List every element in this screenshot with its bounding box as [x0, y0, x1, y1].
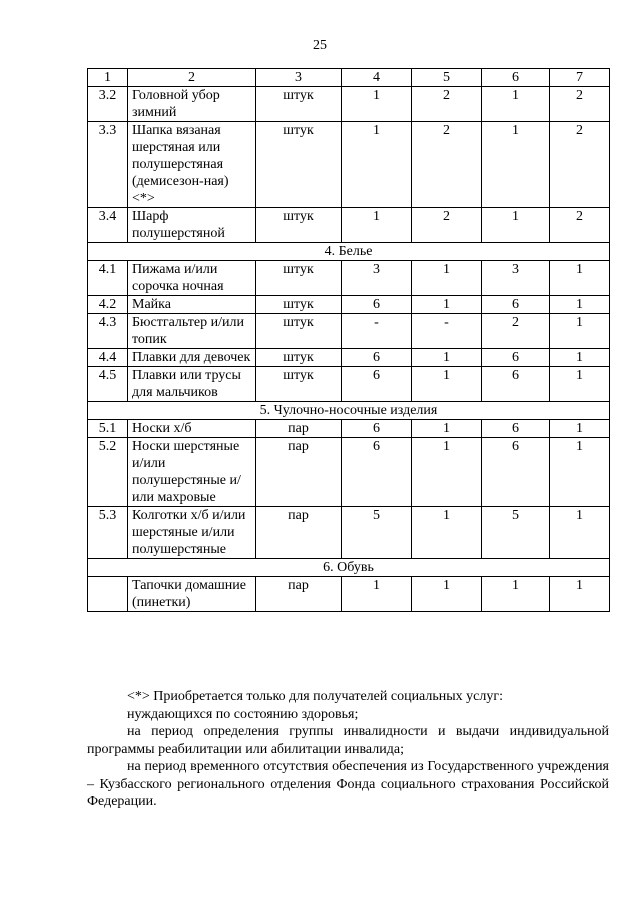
value-col6: 2 [482, 314, 550, 349]
value-col5: 1 [412, 420, 482, 438]
item-name: Носки шерстяные и/или полушерстяные и/или махровые [128, 438, 256, 507]
value-col5: 2 [412, 122, 482, 208]
value-col6: 3 [482, 261, 550, 296]
value-col5: 1 [412, 367, 482, 402]
value-col6: 1 [482, 577, 550, 612]
value-col4: 6 [342, 438, 412, 507]
unit: штук [256, 296, 342, 314]
footnote-line: на период временного отсутствия обеспечения из Государственного учреждения – Кузбасского регионального отделения Фонда социального страхования Российской Федерации. [87, 759, 609, 809]
header-cell: 1 [88, 69, 128, 87]
item-name: Колготки х/б и/или шерстяные и/или полушерстяные [128, 507, 256, 559]
row-number: 5.1 [88, 420, 128, 438]
value-col5: 2 [412, 208, 482, 243]
unit: штук [256, 261, 342, 296]
table-row [88, 87, 610, 122]
value-col5: 1 [412, 507, 482, 559]
item-name: Пижама и/или сорочка ночная [128, 261, 256, 296]
item-name: Носки х/б [128, 420, 256, 438]
table-row [88, 261, 610, 296]
value-col5: 2 [412, 87, 482, 122]
section-row [88, 243, 610, 261]
table-row [88, 438, 610, 507]
value-col7: 1 [550, 507, 610, 559]
footnote-line: на период определения группы инвалидности и выдачи индивидуальной программы реабилитации или абилитации инвалида; [87, 724, 609, 757]
value-col7: 2 [550, 208, 610, 243]
value-col4: - [342, 314, 412, 349]
value-col4: 1 [342, 122, 412, 208]
header-cell: 3 [256, 69, 342, 87]
value-col7: 1 [550, 438, 610, 507]
table-row [88, 122, 610, 208]
table-header-row [88, 69, 610, 87]
row-number: 5.3 [88, 507, 128, 559]
value-col4: 6 [342, 296, 412, 314]
header-cell: 4 [342, 69, 412, 87]
row-number [88, 577, 128, 612]
value-col6: 5 [482, 507, 550, 559]
section-title: 6. Обувь [88, 559, 610, 577]
footnotes [87, 688, 609, 811]
table-row [88, 296, 610, 314]
page-number: 25 [313, 38, 327, 53]
row-number: 3.3 [88, 122, 128, 208]
item-name: Шапка вязаная шерстяная или полушерстяная (демисезон-ная) <*> [128, 122, 256, 208]
item-name: Бюстгальтер и/или топик [128, 314, 256, 349]
value-col5: 1 [412, 349, 482, 367]
value-col7: 2 [550, 122, 610, 208]
row-number: 4.5 [88, 367, 128, 402]
table-row [88, 349, 610, 367]
value-col7: 1 [550, 296, 610, 314]
value-col7: 2 [550, 87, 610, 122]
value-col6: 6 [482, 438, 550, 507]
item-name: Плавки или трусы для мальчиков [128, 367, 256, 402]
row-number: 5.2 [88, 438, 128, 507]
value-col6: 1 [482, 208, 550, 243]
section-title: 5. Чулочно-носочные изделия [88, 402, 610, 420]
table-row [88, 577, 610, 612]
value-col5: - [412, 314, 482, 349]
table-row [88, 314, 610, 349]
unit: штук [256, 367, 342, 402]
unit: штук [256, 208, 342, 243]
unit: штук [256, 314, 342, 349]
unit: штук [256, 122, 342, 208]
row-number: 4.2 [88, 296, 128, 314]
header-cell: 5 [412, 69, 482, 87]
item-name: Майка [128, 296, 256, 314]
value-col6: 1 [482, 122, 550, 208]
table-row [88, 208, 610, 243]
value-col7: 1 [550, 577, 610, 612]
header-cell: 2 [128, 69, 256, 87]
section-row [88, 402, 610, 420]
unit: штук [256, 349, 342, 367]
value-col6: 6 [482, 296, 550, 314]
value-col6: 6 [482, 367, 550, 402]
section-title: 4. Белье [88, 243, 610, 261]
item-name: Плавки для девочек [128, 349, 256, 367]
unit: пар [256, 577, 342, 612]
unit: пар [256, 438, 342, 507]
row-number: 4.4 [88, 349, 128, 367]
norms-table [87, 68, 610, 612]
unit: пар [256, 507, 342, 559]
value-col7: 1 [550, 349, 610, 367]
table-row [88, 367, 610, 402]
footnote-line: нуждающихся по состоянию здоровья; [127, 706, 359, 722]
row-number: 4.3 [88, 314, 128, 349]
header-cell: 7 [550, 69, 610, 87]
value-col4: 1 [342, 208, 412, 243]
table-row [88, 507, 610, 559]
table-row [88, 420, 610, 438]
value-col7: 1 [550, 261, 610, 296]
value-col4: 3 [342, 261, 412, 296]
item-name: Шарф полушерстяной [128, 208, 256, 243]
row-number: 3.2 [88, 87, 128, 122]
value-col4: 6 [342, 420, 412, 438]
value-col6: 6 [482, 420, 550, 438]
row-number: 4.1 [88, 261, 128, 296]
value-col5: 1 [412, 261, 482, 296]
value-col5: 1 [412, 577, 482, 612]
unit: пар [256, 420, 342, 438]
header-cell: 6 [482, 69, 550, 87]
value-col7: 1 [550, 420, 610, 438]
value-col7: 1 [550, 367, 610, 402]
section-row [88, 559, 610, 577]
item-name: Головной убор зимний [128, 87, 256, 122]
unit: штук [256, 87, 342, 122]
value-col4: 5 [342, 507, 412, 559]
value-col6: 6 [482, 349, 550, 367]
row-number: 3.4 [88, 208, 128, 243]
value-col7: 1 [550, 314, 610, 349]
value-col6: 1 [482, 87, 550, 122]
value-col4: 6 [342, 349, 412, 367]
item-name: Тапочки домашние (пинетки) [128, 577, 256, 612]
value-col5: 1 [412, 296, 482, 314]
value-col4: 1 [342, 577, 412, 612]
value-col4: 1 [342, 87, 412, 122]
footnote-line: <*> Приобретается только для получателей социальных услуг: [127, 689, 503, 704]
value-col4: 6 [342, 367, 412, 402]
value-col5: 1 [412, 438, 482, 507]
